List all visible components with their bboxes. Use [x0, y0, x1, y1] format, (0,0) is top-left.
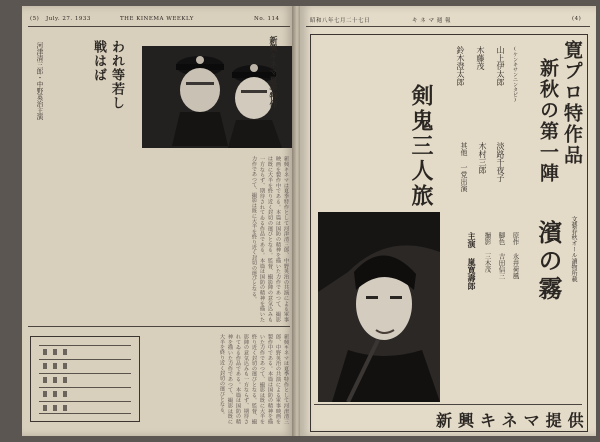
- small-table-box: [30, 336, 140, 422]
- film-1-cast-2: 木村三郎: [478, 142, 487, 174]
- left-header-date: July. 27. 1933: [46, 16, 91, 22]
- right-page: [300, 6, 596, 436]
- film-2-kicker: 文藝春秋オール讀物所載: [570, 216, 577, 282]
- top-credit-1: 山上伊太郎: [496, 46, 505, 86]
- left-header-issue: (5): [30, 16, 40, 22]
- film-1-cast-3: 其他 一党出演: [460, 142, 468, 192]
- footer-rule: [314, 404, 582, 405]
- left-header-no: No. 114: [254, 16, 280, 22]
- film-2-credit-1: 原作 永井荷風: [511, 232, 520, 279]
- top-credit-2: 木藤茂: [476, 46, 485, 70]
- right-header-page: (4): [572, 16, 582, 22]
- article-body-lower: 新興キネマは夏季特作として河津清三郎、中野英治の共演による軍事映画を製作中である。本篇は国防の精神を描いた力作であつて、撮影は既に大半を終り近く封切の運びとなる。監督、撮影陣の意気込みも一方ならず、期待されてゐる作品である。本篇は国防の精神を描いた力作であつて、撮影は既に大半を終り近く封切の運びとなる。: [219, 334, 289, 424]
- top-credit-3: 鈴木澄太郎: [456, 46, 465, 86]
- article-headline-2: 戦はば: [91, 40, 106, 82]
- right-header-rule: [306, 26, 590, 27]
- left-mid-rule: [28, 326, 290, 327]
- right-header-date: 昭和八年七月二十七日: [310, 18, 371, 24]
- film-1-title: 剣鬼三人旅: [408, 84, 434, 209]
- article-body-upper: 新興キネマは夏季特作として河津清三郎、中野英治の共演による軍事映画を製作中である。本篇は国防の精神を描いた力作であつて、撮影は既に大半を終り近く封切の運びとなる。監督、撮影陣の意気込みも一方ならず、期待されてゐる作品である。本篇は国防の精神を描いた力作であつて、撮影は既に大半を終り近く封切の運びとなる。: [251, 156, 289, 322]
- film-1-cast-1: 淡路千夜子: [496, 142, 505, 182]
- left-header-title: THE KINEMA WEEKLY: [120, 16, 194, 22]
- film-2-credit-2: 脚色 吉田信三: [497, 232, 506, 279]
- samurai-portrait-photo: [318, 212, 440, 402]
- film-1-kana: (ケンキサンニンタビ): [512, 46, 518, 103]
- left-header-rule: [28, 26, 290, 27]
- film-2-star: 主演 嵐寛壽郎: [467, 232, 477, 290]
- right-header-title: キ ネ マ 週 報: [412, 18, 451, 24]
- dotted-table-graphic: [31, 337, 139, 421]
- left-page: [22, 6, 294, 436]
- article-kicker: 新興キネマ夏季特作: [269, 36, 279, 108]
- film-2-title: 濱の霧: [534, 220, 563, 304]
- promo-title-2: 新秋の第一陣: [537, 58, 559, 184]
- promo-title-1: 寛プロ特作品: [561, 40, 583, 166]
- samurai-portrait-image: [318, 212, 440, 402]
- article-headline-1: われ等若し: [109, 40, 124, 110]
- article-credit: 河津清三郎・中野英治主演: [35, 42, 44, 120]
- sponsor-footer: 新興キネマ提供: [436, 411, 590, 430]
- film-2-credit-3: 撮影 三木茂: [483, 232, 492, 273]
